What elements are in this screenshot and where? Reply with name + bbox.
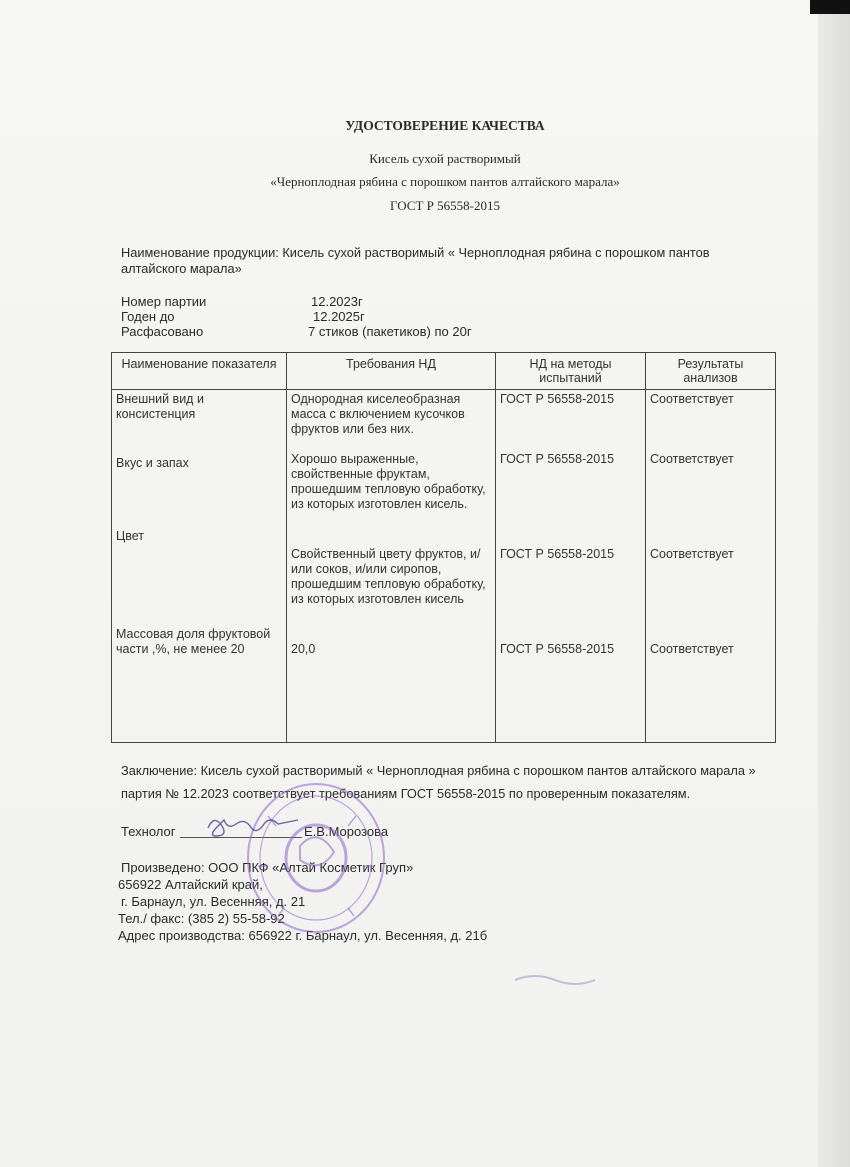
quality-table <box>111 352 776 743</box>
header-test-methods: НД на методы испытаний <box>496 353 646 390</box>
conclusion-line1: Заключение: Кисель сухой растворимый « Черноплодная рябина с порошком пантов алтайского марала » <box>121 763 756 778</box>
header-results: Результаты анализов <box>646 353 776 390</box>
batch-label: Номер партии <box>121 294 207 309</box>
batch-value: 12.2023г <box>311 294 363 309</box>
document-title: УДОСТОВЕРЕНИЕ КАЧЕСТВА <box>345 118 545 133</box>
header-indicator: Наименование показателя <box>112 353 287 390</box>
row-method: ГОСТ Р 56558-2015 <box>500 452 615 466</box>
gost-standard: ГОСТ Р 56558-2015 <box>390 198 500 213</box>
row-requirement: 20,0 <box>291 642 316 656</box>
row-requirement: Свойственный цвету фруктов, и/или соков, и/или сиропов, прошедшим тепловую обработку, из которых изготовлен кисель <box>291 547 486 606</box>
packed-value: 7 стиков (пакетиков) по 20г <box>308 324 472 339</box>
row-name: Массовая доля фруктовой части ,%, не менее 20 <box>116 627 271 656</box>
row-result: Соответствует <box>650 642 734 656</box>
producer-line2: 656922 Алтайский край, <box>118 877 263 892</box>
expiry-label: Годен до <box>121 309 175 324</box>
signature-name: Е.В.Морозова <box>304 824 389 839</box>
row-requirement: Хорошо выраженные, свойственные фруктам, прошедшим тепловую обработку, из которых изготовлен кисель. <box>291 452 486 511</box>
row-name: Вкус и запах <box>116 456 189 470</box>
producer-line3: г. Барнаул, ул. Весенняя, д. 21 <box>121 894 306 909</box>
row-result: Соответствует <box>650 452 734 466</box>
product-subtitle: Кисель сухой растворимый <box>369 151 521 166</box>
indicator-column <box>112 390 287 743</box>
product-name-line2: алтайского марала» <box>121 261 242 276</box>
producer-line5: Адрес производства: 656922 г. Барнаул, ул. Весенняя, д. 21б <box>118 928 488 943</box>
handwritten-signature <box>190 806 310 846</box>
signature-role: Технолог <box>121 824 176 839</box>
table-header-row <box>112 353 776 390</box>
bleed-through-mark <box>505 960 625 1000</box>
methods-column <box>496 390 646 743</box>
row-method: ГОСТ Р 56558-2015 <box>500 642 615 656</box>
requirements-column <box>287 390 496 743</box>
row-result: Соответствует <box>650 392 734 406</box>
row-name: Цвет <box>116 529 145 543</box>
row-method: ГОСТ Р 56558-2015 <box>500 547 615 561</box>
round-seal-stamp <box>238 776 388 946</box>
packed-label: Расфасовано <box>121 324 204 339</box>
product-name-line1: Наименование продукции: Кисель сухой растворимый « Черноплодная рябина с порошком пантов <box>121 245 710 260</box>
row-method: ГОСТ Р 56558-2015 <box>500 392 615 406</box>
table-row <box>112 390 776 743</box>
conclusion-line2: партия № 12.2023 соответствует требованиям ГОСТ 56558-2015 по проверенным показателям. <box>121 786 691 801</box>
row-requirement: Однородная киселеобразная масса с включением кусочков фруктов или без них. <box>291 392 465 436</box>
producer-line4: Тел./ факс: (385 2) 55-58-92 <box>118 911 285 926</box>
expiry-value: 12.2025г <box>313 309 365 324</box>
product-variety: «Черноплодная рябина с порошком пантов алтайского марала» <box>270 174 620 189</box>
row-result: Соответствует <box>650 547 734 561</box>
results-column <box>646 390 776 743</box>
scanner-corner <box>810 0 850 14</box>
page-edge <box>818 0 850 1167</box>
producer-line1: Произведено: ООО ПКФ «Алтай Косметик Груп» <box>121 860 414 875</box>
header-requirements: Требования НД <box>287 353 496 390</box>
row-name: Внешний вид и консистенция <box>116 392 204 421</box>
